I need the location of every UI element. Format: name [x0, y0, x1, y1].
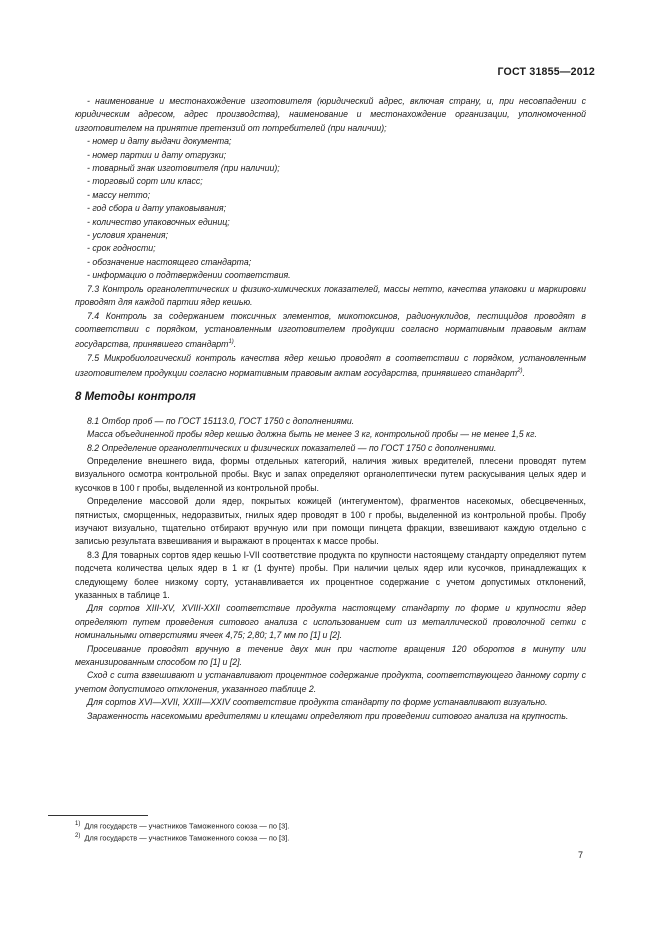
- list-item-manufacturer: - наименование и местонахождение изготовителя (юридический адрес, включая страну, и, при несовпадении с юридическим адресом, адрес производства), наименование и местонахождение организации, уполномоченной изготовителем на принятие претензий от потребителей (при наличии);: [75, 96, 586, 133]
- list-item: - обозначение настоящего стандарта;: [87, 256, 252, 267]
- list-item: - количество упаковочных единиц;: [87, 216, 230, 227]
- paragraph-8-3b: Просеивание проводят вручную в течение двух мин при частоте вращения 120 оборотов в минуту или механизированным способом по [1] и [2].: [75, 643, 586, 668]
- list-item: - массу нетто;: [87, 189, 151, 200]
- paragraph-8-2b: Определение массовой доли ядер, покрытых кожицей (интегументом), фрагментов насекомых, обесцвеченных, пятнистых, сморщенных, недоразвитых, гнилых ядер проводят в 100 г пробы, выделенной из контрольной пробы. Пробу изучают визуально, тщательно отбирают вручную или при помощи пинцета фракции, взвешивают каждую отдельно с записью результата взвешивания и выражают в процентах к массе пробы.: [75, 496, 586, 547]
- list-item: - номер партии и дату отгрузки;: [87, 149, 227, 160]
- section-8-title: 8 Методы контроля: [75, 391, 196, 404]
- list-item: - год сбора и дату упаковывания;: [87, 203, 227, 214]
- list-item: - торговый сорт или класс;: [87, 176, 203, 187]
- footnote-ref-1: 1): [228, 339, 234, 346]
- footnote-1: [75, 819, 575, 831]
- paragraph-8-2: 8.2 Определение органолептических и физических показателей — по ГОСТ 1750 с дополнениями.: [87, 442, 497, 453]
- paragraph-7-4: 7.4 Контроль за содержанием токсичных элементов, микотоксинов, радионуклидов, пестицидов проводят в соответствии с порядком, установленным изготовителем продукции согласно нормативным правовым актам государства, принявшего стандарт$^{1)}$.: [75, 310, 586, 350]
- paragraph-8-3a: Для сортов XIII-XV, XVIII-XXII соответствие продукта настоящему стандарту по форме и крупности ядер определяют путем проведения ситового анализа с использованием сит из металлической проволочной сетки с номинальными отверстиями ячеек 4,75; 2,80; 1,7 мм по [1] и [2].: [75, 603, 586, 641]
- footnote-2: [75, 831, 575, 843]
- list-item: - информацию о подтверждении соответствия.: [87, 270, 291, 281]
- footnote-1-mark: 1): [75, 821, 81, 827]
- paragraph-8-3: 8.3 Для товарных сортов ядер кешью I-VII соответствие продукта по крупности настоящему стандарту определяют путем подсчета количества целых ядер в 1 кг (1 фунте) пробы. При наличии целых ядер или кусочков, принадлежащих к следующему более низкому сорту, устанавливается их процентное содержание с учетом допустимых отклонений, указанных в таблице 1.: [75, 549, 586, 601]
- list-item: - условия хранения;: [87, 230, 169, 241]
- list-item: - номер и дату выдачи документа;: [87, 136, 232, 147]
- paragraph-8-2a: Определение внешнего вида, формы отдельных категорий, наличия живых вредителей, плесени проводят путем визуального осмотра контрольной пробы. Вкус и запах определяют органолептически путем раскусывания целых ядер и кусочков в 100 г пробы, выделенной из контрольной пробы.: [75, 455, 586, 493]
- footnote-2-text: Для государств — участников Таможенного союза — по [3].: [84, 833, 290, 843]
- paragraph-8-3c: Сход с сита взвешивают и устанавливают процентное содержание продукта, соответствующего данному сорту с учетом допустимого отклонения, указанного таблице 2.: [75, 670, 586, 694]
- page-content: [75, 95, 586, 723]
- paragraph-7-4-text: 7.4 Контроль за содержанием токсичных элементов, микотоксинов, радионуклидов, пестицидов проводят в соответствии с порядком, установленным изготовителем продукции согласно нормативным правовым актам государства, принявшего стандарт: [75, 310, 586, 350]
- paragraph-8-1b: Масса объединенной пробы ядер кешью должна быть не менее 3 кг, контрольной пробы — не менее 1,5 кг.: [87, 429, 537, 440]
- footnote-1-text: Для государств — участников Таможенного союза — по [3].: [84, 821, 290, 831]
- paragraph-8-1: 8.1 Отбор проб — по ГОСТ 15113.0, ГОСТ 1750 с дополнениями.: [87, 415, 355, 426]
- paragraph-8-3e: Зараженность насекомыми вредителями и клещами определяют при проведении ситового анализа на крупность.: [87, 710, 569, 721]
- list-item: - срок годности;: [87, 243, 156, 254]
- footnotes: [75, 819, 575, 844]
- marking-list: [75, 135, 586, 282]
- paragraph-7-5-text: 7.5 Микробиологический контроль качества ядер кешью проводят в соответствии с порядком, установленным изготовителем продукции согласно нормативным правовым актам государства, принявшего стандарт: [75, 352, 586, 378]
- paragraph-7-3: 7.3 Контроль органолептических и физико-химических показателей, массы нетто, качества упаковки и маркировки проводят для каждой партии ядер кешью.: [75, 283, 586, 308]
- paragraph-7-5: 7.5 Микробиологический контроль качества ядер кешью проводят в соответствии с порядком, установленным изготовителем продукции согласно нормативным правовым актам государства, принявшего стандарт$^{2)}$.: [75, 352, 586, 378]
- footnote-divider: [48, 815, 148, 816]
- list-item: - товарный знак изготовителя (при наличии);: [87, 163, 280, 174]
- page-number: 7: [577, 850, 583, 860]
- footnote-2-mark: 2): [75, 833, 81, 840]
- paragraph-8-3d: Для сортов XVI—XVII, XXIII—XXIV соответствие продукта стандарту по форме устанавливают визуально.: [87, 697, 548, 708]
- footnote-ref-2: 2): [517, 368, 523, 375]
- document-header: ГОСТ 31855—2012: [497, 66, 595, 78]
